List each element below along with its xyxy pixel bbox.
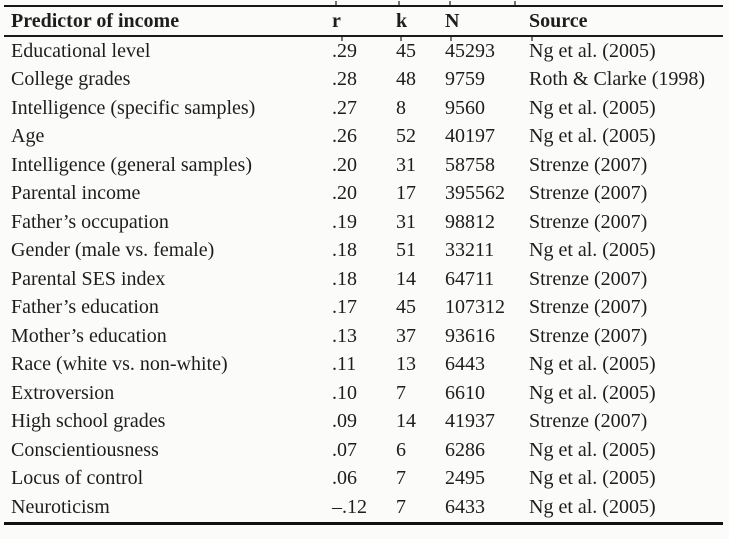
table-row [4,493,723,523]
cell-source: Ng et al. (2005) [529,125,656,148]
cell-r: .19 [332,210,357,233]
cell-source: Ng et al. (2005) [529,467,656,490]
cell-r: .11 [332,353,357,376]
cell-predictor: Extroversion [11,381,115,404]
cell-predictor: Father’s occupation [11,210,169,233]
table-row [4,436,723,465]
cell-source: Strenze (2007) [529,210,648,233]
cell-r: .18 [332,239,357,262]
cell-k: 45 [396,39,416,62]
cell-k: 48 [396,68,416,91]
cell-n: 107312 [445,296,505,319]
cell-r: .07 [332,438,357,461]
cell-r: .20 [332,153,357,176]
table-row [4,123,723,152]
cell-source: Strenze (2007) [529,410,648,433]
cell-r: .17 [332,296,357,319]
cell-n: 6610 [445,381,485,404]
table-body [4,36,723,523]
cell-k: 8 [396,96,406,119]
cell-predictor: Gender (male vs. female) [11,239,215,262]
header-row [4,6,723,36]
cell-source: Ng et al. (2005) [529,96,656,119]
cell-predictor: Age [11,125,45,148]
cell-n: 64711 [445,267,495,290]
cell-r: .27 [332,96,357,119]
table-row [4,265,723,294]
cell-n: 2495 [445,467,485,490]
cell-n: 45293 [445,39,495,62]
cell-n: 6443 [445,353,485,376]
cell-predictor: College grades [11,68,131,91]
cell-source: Roth & Clarke (1998) [529,68,706,91]
column-header-source: Source [526,6,723,36]
cell-source: Strenze (2007) [529,296,648,319]
column-header-n: N [443,6,526,36]
cell-k: 7 [396,467,406,490]
table-row [4,151,723,180]
cell-source: Strenze (2007) [529,182,648,205]
cell-r: .29 [332,39,357,62]
cell-predictor: Race (white vs. non-white) [11,353,228,376]
cell-r: .09 [332,410,357,433]
table-row [4,408,723,437]
cell-n: 9560 [445,96,485,119]
cell-k: 7 [394,493,443,523]
cell-predictor: Father’s education [11,296,159,319]
cell-k: 45 [396,296,416,319]
cell-predictor: Mother’s education [11,324,167,347]
table-row [4,465,723,494]
cell-n: 93616 [445,324,495,347]
table-row [4,294,723,323]
cell-predictor: Educational level [11,39,151,62]
cell-source: Ng et al. (2005) [526,493,723,523]
cell-r: .26 [332,125,357,148]
cell-n: 6433 [443,493,526,523]
cell-r: .28 [332,68,357,91]
cell-predictor: High school grades [11,410,166,433]
table-row [4,66,723,95]
cell-k: 14 [396,267,416,290]
cell-r: .13 [332,324,357,347]
table-row [4,208,723,237]
cell-r: .18 [332,267,357,290]
cell-k: 37 [396,324,416,347]
income-predictors-table [4,5,723,525]
column-header-k: k [394,6,443,36]
column-header-predictor: Predictor of income [4,6,328,36]
cell-source: Ng et al. (2005) [529,438,656,461]
cell-r: .20 [332,182,357,205]
table-row [4,180,723,209]
cell-n: 58758 [445,153,495,176]
cell-k: 31 [396,153,416,176]
cell-predictor: Parental SES index [11,267,166,290]
table-row [4,351,723,380]
cell-source: Strenze (2007) [529,267,648,290]
cell-n: 395562 [445,182,505,205]
cell-predictor: Intelligence (specific samples) [11,96,256,119]
table-row [4,94,723,123]
cell-r: –.12 [328,493,394,523]
cell-source: Ng et al. (2005) [529,39,656,62]
cell-n: 40197 [445,125,495,148]
cell-predictor: Intelligence (general samples) [11,153,252,176]
cell-r: .10 [332,381,357,404]
column-header-r: r [328,6,394,36]
cell-k: 17 [396,182,416,205]
cell-k: 51 [396,239,416,262]
table-row [4,237,723,266]
cell-predictor: Locus of control [11,467,144,490]
cell-n: 33211 [445,239,495,262]
cell-k: 31 [396,210,416,233]
cell-n: 9759 [445,68,485,91]
cell-k: 52 [396,125,416,148]
cell-r: .06 [332,467,357,490]
cell-source: Ng et al. (2005) [529,239,656,262]
cell-source: Ng et al. (2005) [529,353,656,376]
cell-n: 98812 [445,210,495,233]
cell-k: 13 [396,353,416,376]
cell-k: 6 [396,438,406,461]
table-row [4,379,723,408]
cell-n: 41937 [445,410,495,433]
cell-predictor: Parental income [11,182,141,205]
cell-source: Strenze (2007) [529,324,648,347]
table-row [4,322,723,351]
table-row [4,36,723,66]
cell-source: Strenze (2007) [529,153,648,176]
cell-k: 14 [396,410,416,433]
cell-source: Ng et al. (2005) [529,381,656,404]
cell-n: 6286 [445,438,485,461]
cell-predictor: Conscientiousness [11,438,159,461]
cell-k: 7 [396,381,406,404]
cell-predictor: Neuroticism [4,493,328,523]
